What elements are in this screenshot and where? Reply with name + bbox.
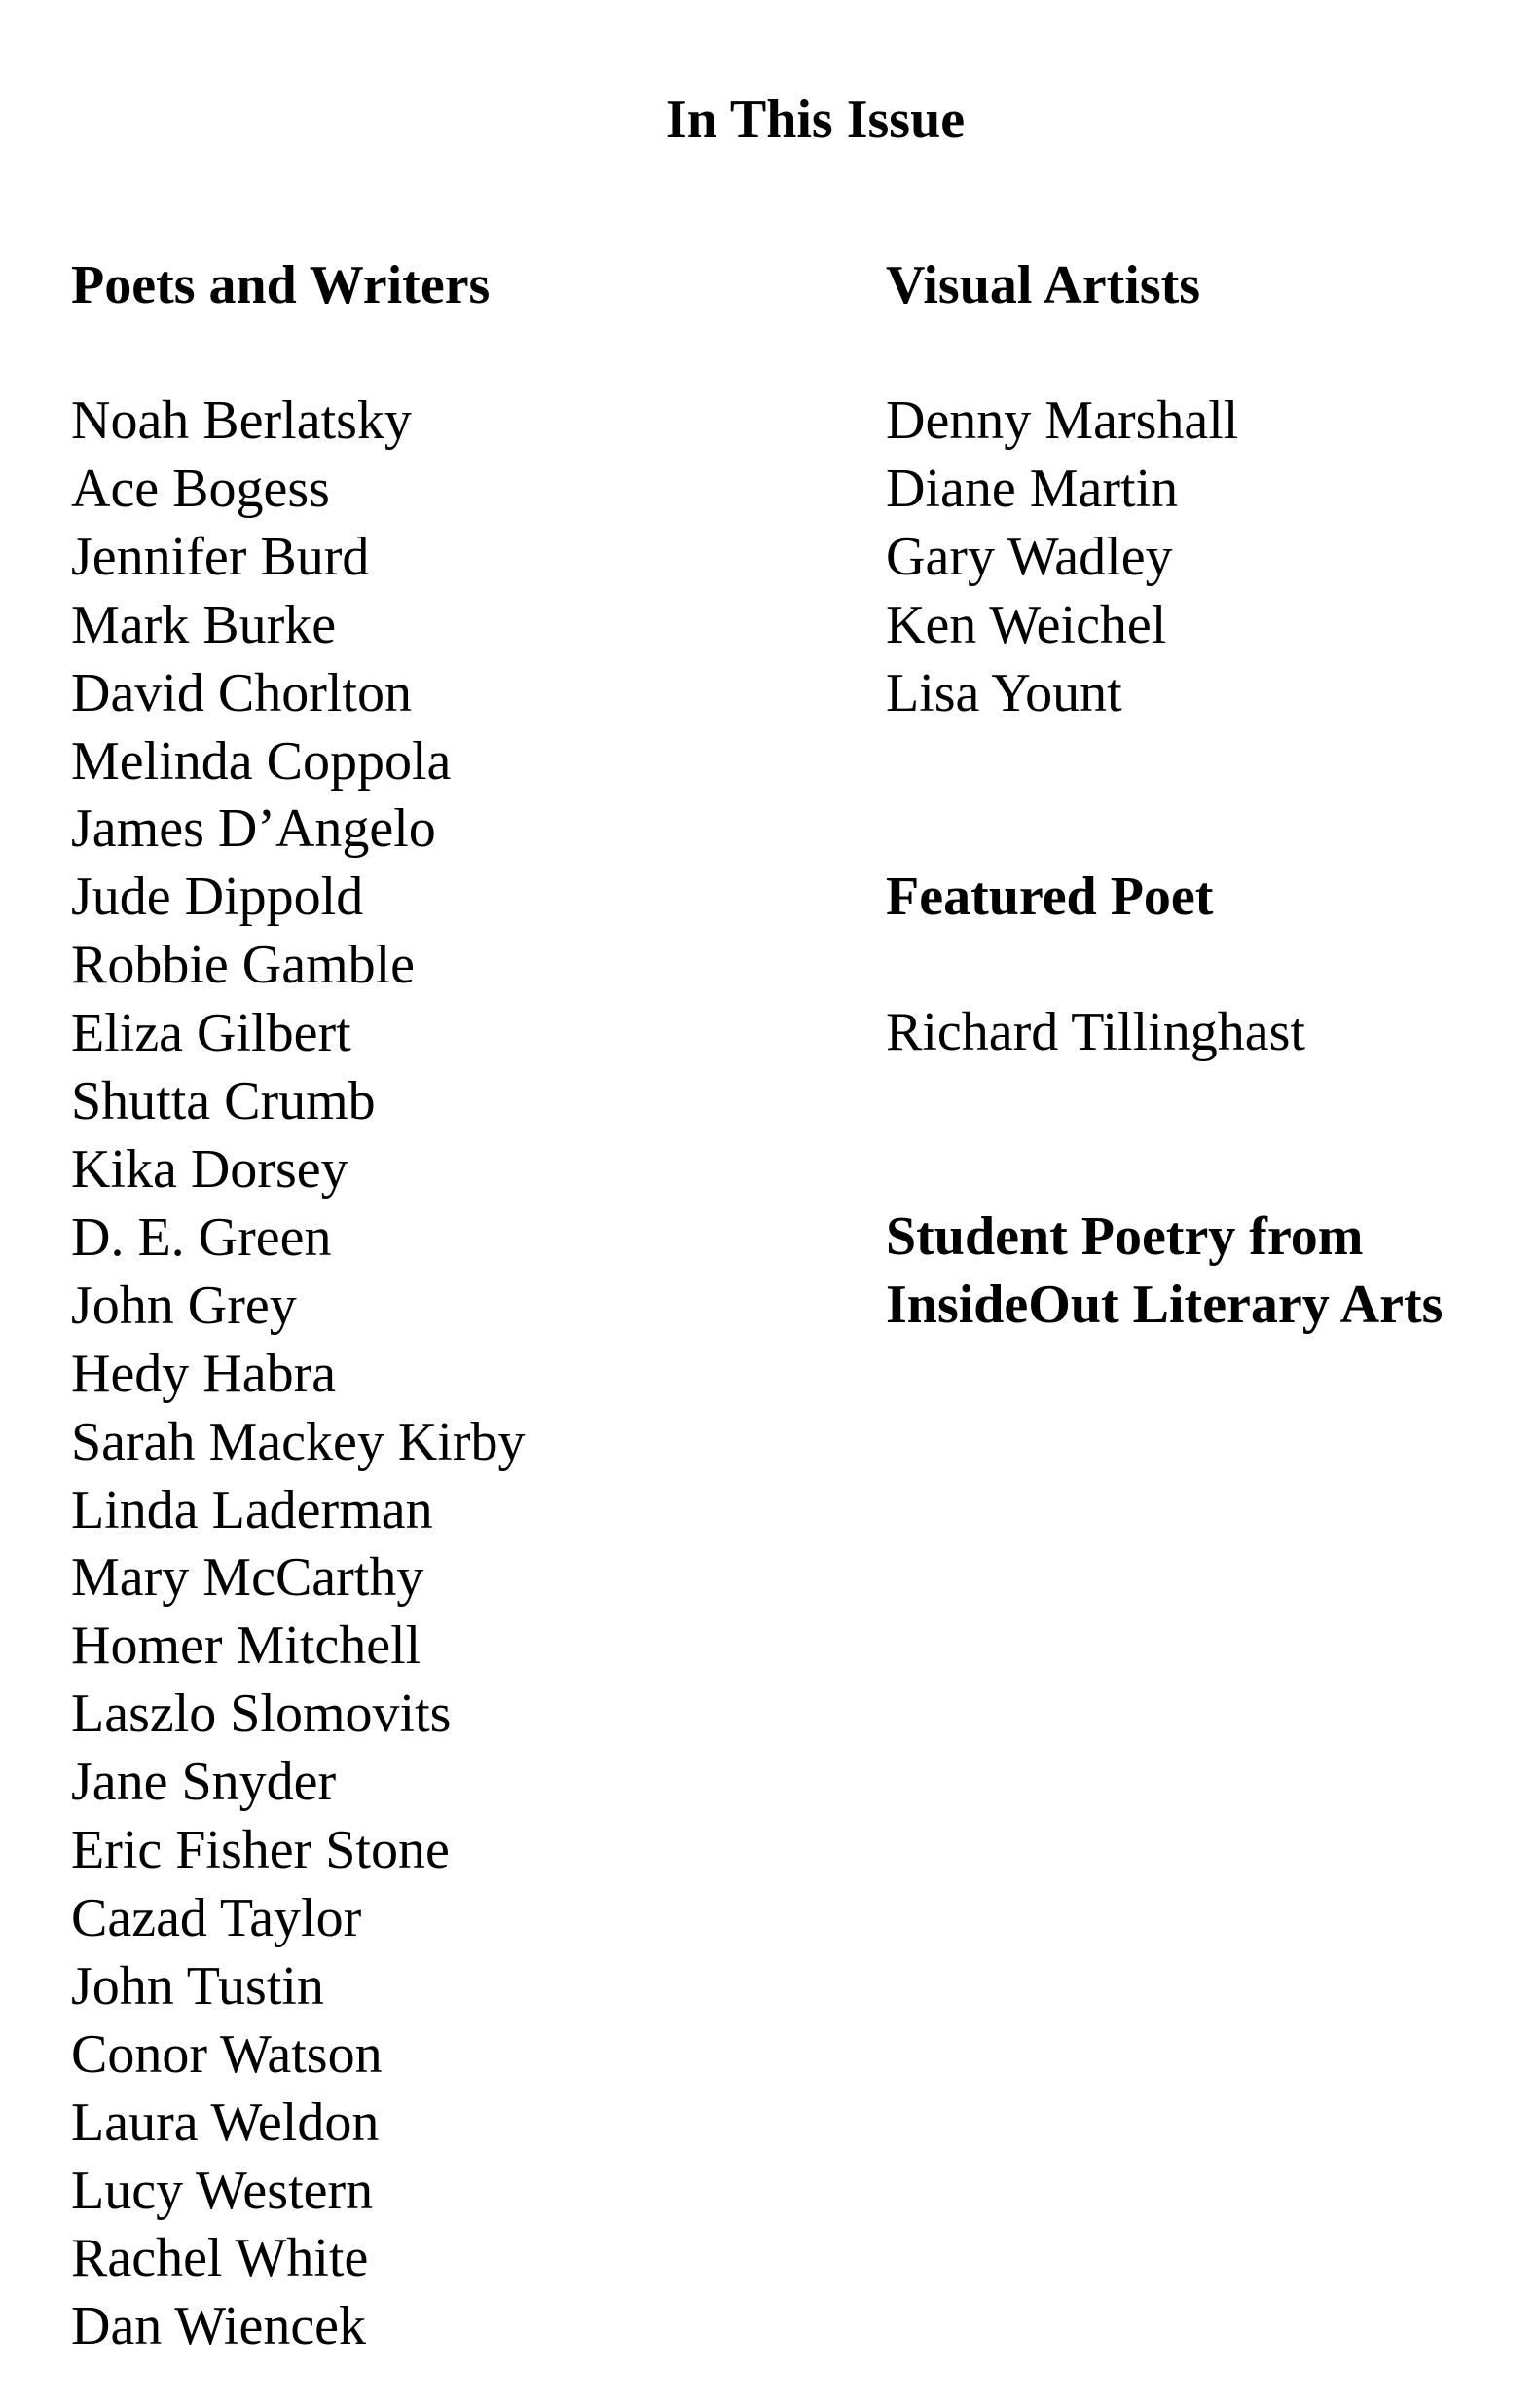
artist-name: Lisa Yount <box>886 662 1122 723</box>
student-poetry-heading-line2: InsideOut Literary Arts <box>886 1275 1444 1335</box>
student-poetry-heading-line1: Student Poetry from <box>886 1206 1364 1267</box>
poet-name: Ace Bogess <box>71 458 330 519</box>
featured-poet-section <box>886 863 1305 1067</box>
poet-name: Homer Mitchell <box>71 1615 421 1677</box>
poet-name: Eric Fisher Stone <box>71 1820 450 1881</box>
poet-name: Jude Dippold <box>71 867 364 928</box>
poet-name: Noah Berlatsky <box>71 390 412 451</box>
poet-name: Melinda Coppola <box>71 730 452 792</box>
visual-artists-list <box>886 388 1238 728</box>
poet-name: Sarah Mackey Kirby <box>71 1411 526 1472</box>
poet-name: Shutta Crumb <box>71 1071 376 1132</box>
poet-name: Mark Burke <box>71 594 337 655</box>
poet-name: Mary McCarthy <box>71 1547 424 1609</box>
poets-column <box>71 251 850 2361</box>
poet-name: Linda Laderman <box>71 1479 433 1540</box>
visual-artists-heading: Visual Artists <box>886 255 1201 315</box>
page-title: In This Issue <box>665 90 966 150</box>
artist-name: Gary Wadley <box>886 526 1173 587</box>
featured-poet-heading: Featured Poet <box>886 867 1214 927</box>
poet-name: Kika Dorsey <box>71 1138 348 1200</box>
artist-name: Denny Marshall <box>886 390 1239 451</box>
featured-poet-name: Richard Tillinghast <box>886 1002 1305 1062</box>
poet-name: James D’Angelo <box>71 798 436 860</box>
poet-name: Jane Snyder <box>71 1752 337 1813</box>
poet-name: Hedy Habra <box>71 1343 337 1404</box>
student-poetry-heading <box>886 1203 1443 1339</box>
poet-name: John Tustin <box>71 1955 324 2017</box>
poet-name: John Grey <box>71 1275 297 1336</box>
poet-name: Robbie Gamble <box>71 935 416 996</box>
artist-name: Ken Weichel <box>886 594 1167 655</box>
poet-name: Dan Wiencek <box>71 2296 367 2357</box>
poets-heading: Poets and Writers <box>71 255 491 315</box>
poet-name: Lucy Western <box>71 2160 374 2221</box>
poet-name: David Chorlton <box>71 662 412 723</box>
artist-name: Diane Martin <box>886 458 1179 519</box>
poet-name: Eliza Gilbert <box>71 1003 351 1064</box>
featured-poet-list <box>886 999 1305 1067</box>
poet-name: Cazad Taylor <box>71 1887 362 1948</box>
poet-name: D. E. Green <box>71 1206 332 1268</box>
poet-name: Rachel White <box>71 2228 369 2289</box>
visual-artists-section <box>886 251 1238 728</box>
poet-name: Conor Watson <box>71 2023 383 2085</box>
poet-name: Jennifer Burd <box>71 526 370 587</box>
poet-name: Laura Weldon <box>71 2092 380 2153</box>
poet-name: Laszlo Slomovits <box>71 1684 452 1745</box>
student-poetry-section <box>886 1203 1443 1339</box>
poets-list <box>71 388 850 2361</box>
